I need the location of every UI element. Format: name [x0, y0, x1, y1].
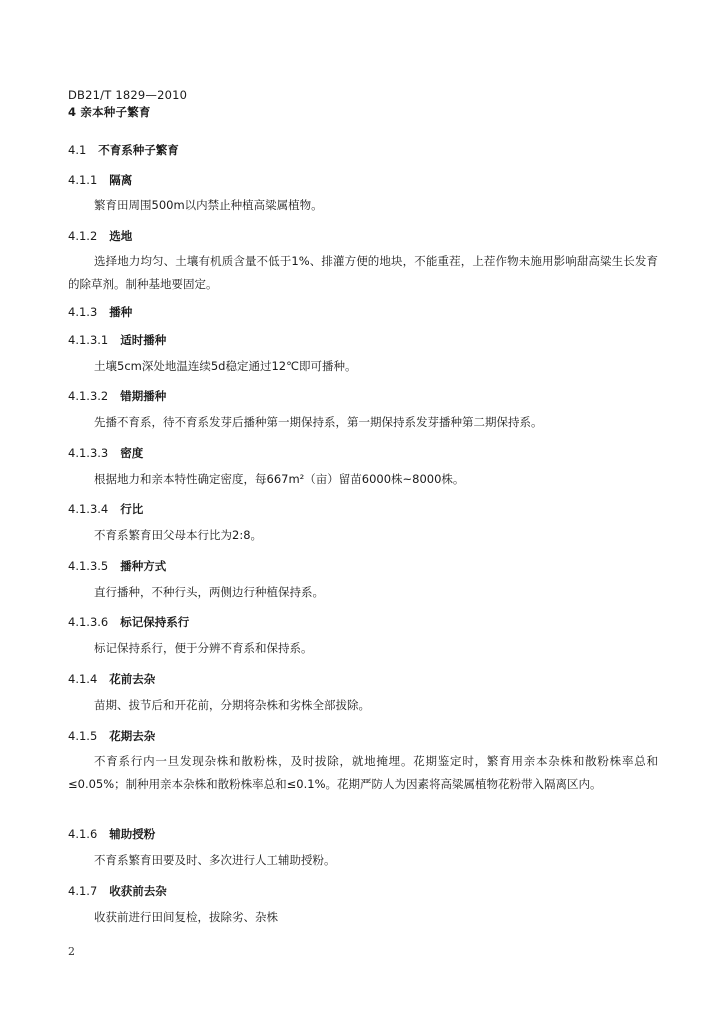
para-4-1-3-5: 直行播种，不种行头，两侧边行种植保持系。 [94, 585, 324, 599]
heading-4-1-3-6: 4.1.3.6 标记保持系行 [68, 615, 190, 629]
para-4-1-7: 收获前进行田间复检，拔除劣、杂株 [94, 910, 278, 924]
chapter-heading: 4 亲本种子繁育 [68, 105, 151, 119]
heading-4-1-6: 4.1.6 辅助授粉 [68, 827, 156, 841]
heading-4-1-5: 4.1.5 花期去杂 [68, 729, 156, 743]
para-4-1-3-4: 不育系繁育田父母本行比为2:8。 [94, 528, 263, 542]
heading-4-1: 4.1 不育系种子繁育 [68, 143, 179, 157]
para-4-1-6: 不育系繁育田要及时、多次进行人工辅助授粉。 [94, 853, 336, 867]
para-4-1-1: 繁育田周围500m以内禁止种植高粱属植物。 [94, 198, 323, 212]
heading-4-1-3-1: 4.1.3.1 适时播种 [68, 333, 167, 347]
para-4-1-3-3: 根据地力和亲本特性确定密度，每667m²（亩）留苗6000株~8000株。 [94, 472, 465, 486]
heading-4-1-4: 4.1.4 花前去杂 [68, 672, 156, 686]
heading-4-1-3-2: 4.1.3.2 错期播种 [68, 389, 167, 403]
page-number: 2 [68, 945, 75, 958]
heading-4-1-1: 4.1.1 隔离 [68, 173, 133, 187]
para-4-1-5: 不育系行内一旦发现杂株和散粉株，及时拔除，就地掩埋。花期鉴定时，繁育用亲本杂株和散粉株率总和≤0.05%；制种用亲本杂株和散粉株率总和≤0.1%。花期严防人为因素将高粱属植物花粉带入隔离区内。 [68, 754, 658, 791]
heading-4-1-3: 4.1.3 播种 [68, 305, 133, 319]
para-4-1-2: 选择地力均匀、土壤有机质含量不低于1%、排灌方便的地块，不能重茬，上茬作物未施用影响甜高粱生长发育的除草剂。制种基地要固定。 [68, 254, 658, 291]
heading-4-1-3-3: 4.1.3.3 密度 [68, 446, 144, 460]
heading-4-1-3-5: 4.1.3.5 播种方式 [68, 559, 167, 573]
document-id: DB21/T 1829—2010 [68, 88, 188, 102]
para-4-1-3-2: 先播不育系，待不育系发芽后播种第一期保持系，第一期保持系发芽播种第二期保持系。 [94, 415, 543, 429]
para-4-1-3-6: 标记保持系行，便于分辨不育系和保持系。 [94, 641, 313, 655]
heading-4-1-7: 4.1.7 收获前去杂 [68, 884, 167, 898]
heading-4-1-2: 4.1.2 选地 [68, 229, 133, 243]
para-4-1-3-1: 土壤5cm深处地温连续5d稳定通过12℃即可播种。 [94, 359, 357, 373]
para-4-1-4: 苗期、拔节后和开花前，分期将杂株和劣株全部拔除。 [94, 698, 370, 712]
heading-4-1-3-4: 4.1.3.4 行比 [68, 502, 144, 516]
